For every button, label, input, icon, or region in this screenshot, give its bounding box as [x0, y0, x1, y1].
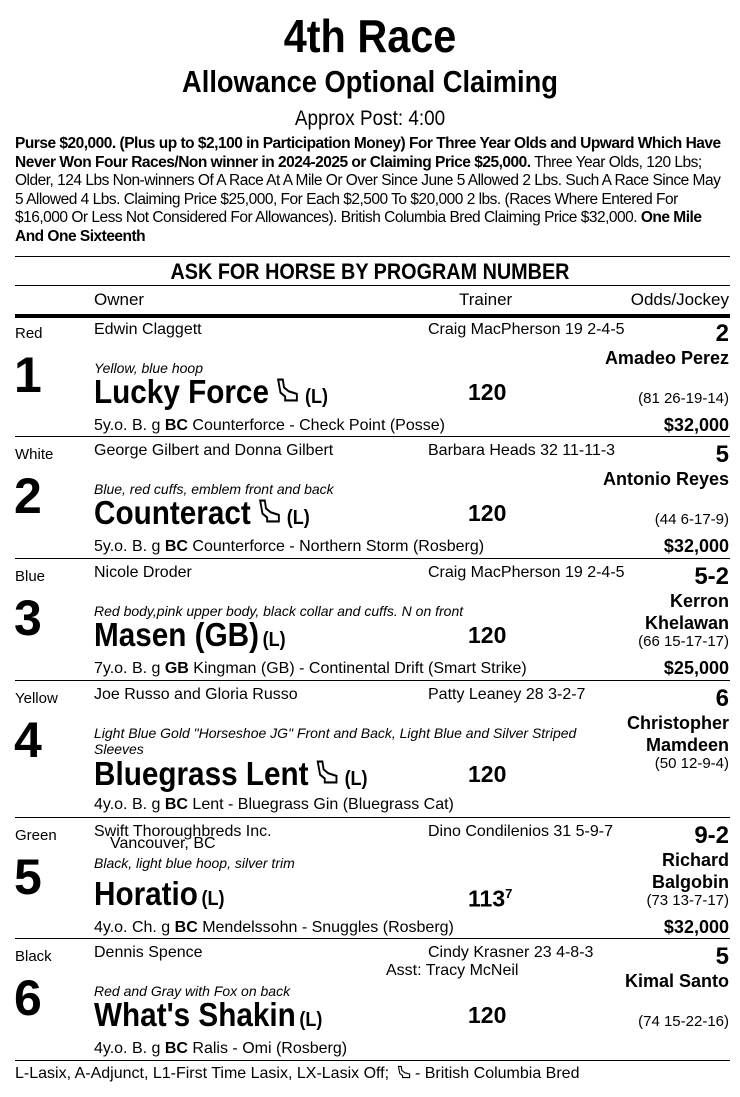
horse-name-line	[94, 755, 368, 798]
age-sex: 4y.o. B. g	[94, 796, 165, 813]
breeding	[94, 537, 484, 556]
horse-name: Horatio	[94, 875, 198, 912]
race-title: 4th Race	[283, 10, 457, 62]
legend-text: L-Lasix, A-Adjunct, L1-First Time Lasix, LX-Lasix Off;	[15, 1065, 390, 1082]
bred-place: BC	[174, 919, 198, 936]
silks-description: Red body,pink upper body, black collar and cuffs. N on front	[94, 603, 464, 619]
saddle-cloth-color: Green	[15, 827, 57, 844]
silks-description: Red and Gray with Fox on back	[94, 983, 291, 999]
owner: Joe Russo and Gloria Russo	[94, 686, 298, 703]
bc-bred-icon	[274, 377, 301, 403]
sire-dam: Counterforce - Check Point (Posse)	[187, 417, 445, 434]
medication: (L)	[262, 629, 286, 651]
entry-divider	[15, 558, 730, 559]
program-number: 6	[14, 970, 42, 1026]
trainer: Cindy Krasner 23 4-8-3	[428, 944, 594, 961]
bred-place: BC	[164, 417, 188, 434]
horse-name: What's Shakin	[94, 996, 296, 1033]
age-sex: 4y.o. Ch. g	[94, 919, 175, 936]
program-number: 4	[14, 712, 42, 768]
column-odds-jockey: Odds/Jockey	[630, 290, 729, 309]
jockey-stats: (44 6-17-9)	[654, 511, 729, 528]
trainer: Barbara Heads 32 11-11-3	[428, 442, 616, 459]
entry-divider	[15, 817, 730, 818]
entry-divider	[15, 680, 730, 681]
morning-line-odds: 5	[715, 943, 729, 970]
claiming-price: $32,000	[663, 917, 729, 937]
saddle-cloth-color: Blue	[15, 568, 46, 585]
age-sex: 5y.o. B. g	[94, 538, 165, 555]
morning-line-odds: 9-2	[694, 822, 729, 849]
weight	[468, 621, 506, 649]
conditions-purse: Purse $20,000. (Plus up to $2,100 in Participation Money) For Three Year Olds and Upward Which Have Never Won Four Races/Non winner in 2024-2025 or Claiming Price $25,000.	[15, 135, 721, 171]
weight-value: 120	[468, 379, 507, 405]
conditions-text: Three Year Olds, 120 Lbs; Older, 124 Lbs Non-winners Of A Race At A Mile Or Over Since June 5 Allowed 2 Lbs. Such A Race Since May 5 Allowed 4 Lbs. Claiming Price $25,000, For Each $2,500 To $20,000 2 lbs. (Races Where Entered For $16,000 Or Less Not Considered For Allowances). British Columbia Bred Claiming Price $32,000.	[15, 153, 721, 226]
saddle-cloth-color: White	[15, 446, 54, 463]
jockey: Richard Balgobin	[652, 850, 729, 892]
jockey: Antonio Reyes	[602, 469, 729, 489]
breeding	[94, 795, 454, 814]
program-number: 3	[14, 590, 42, 646]
horse-name: Bluegrass Lent	[94, 755, 309, 792]
bc-bred-icon	[314, 759, 341, 785]
legend	[15, 1064, 579, 1084]
horse-name: Lucky Force	[94, 373, 269, 410]
program-number: 1	[14, 347, 42, 403]
owner: George Gilbert and Donna Gilbert	[94, 442, 334, 459]
morning-line-odds: 5-2	[694, 563, 729, 590]
race-type: Allowance Optional Claiming	[182, 64, 558, 99]
bred-place: BC	[164, 1040, 188, 1057]
bc-bred-icon	[256, 498, 283, 524]
apprentice-allowance: 7	[505, 886, 513, 901]
assistant-trainer: Asst: Tracy McNeil	[386, 962, 519, 979]
breeding	[94, 416, 445, 435]
saddle-cloth-color: Yellow	[15, 690, 58, 707]
saddle-cloth-color: Red	[15, 325, 43, 342]
column-owner: Owner	[94, 290, 145, 309]
horse-name-line	[94, 494, 310, 537]
jockey: Kimal Santo	[624, 971, 729, 991]
race-conditions	[15, 135, 727, 246]
jockey-stats: (50 12-9-4)	[654, 755, 729, 772]
weight-value: 113	[468, 885, 506, 912]
age-sex: 4y.o. B. g	[94, 1040, 165, 1057]
entry-divider	[15, 436, 730, 437]
breeding	[94, 918, 454, 937]
legend-bc: - British Columbia Bred	[414, 1065, 580, 1082]
weight	[468, 880, 512, 913]
sire-dam: Mendelssohn - Snuggles (Rosberg)	[197, 919, 454, 936]
weight	[468, 378, 506, 406]
sire-dam: Lent - Bluegrass Gin (Bluegrass Cat)	[187, 796, 454, 813]
medication: (L)	[286, 507, 310, 529]
column-trainer: Trainer	[459, 290, 513, 309]
horse-name: Counteract	[94, 494, 251, 531]
silks-description: Light Blue Gold "Horseshoe JG" Front and Back, Light Blue and Silver Striped Sleeves	[94, 725, 577, 757]
morning-line-odds: 2	[715, 320, 729, 347]
sire-dam: Counterforce - Northern Storm (Rosberg)	[187, 538, 485, 555]
owner: Swift Thoroughbreds Inc.	[94, 823, 272, 840]
owner: Edwin Claggett	[94, 321, 202, 338]
weight	[468, 499, 506, 527]
claiming-price: $32,000	[663, 536, 729, 556]
horse-name-line	[94, 616, 286, 659]
header-divider	[15, 314, 730, 318]
medication: (L)	[201, 888, 225, 910]
entry-divider	[15, 938, 730, 939]
program-number: 5	[14, 849, 42, 905]
jockey-stats: (74 15-22-16)	[638, 1013, 729, 1030]
claiming-price: $25,000	[663, 658, 729, 678]
horse-name-line	[94, 996, 322, 1039]
morning-line-odds: 5	[715, 441, 729, 468]
trainer: Dino Condilenios 31 5-9-7	[428, 823, 613, 840]
bred-place: BC	[164, 538, 188, 555]
saddle-cloth-color: Black	[15, 948, 52, 965]
post-time: Approx Post: 4:00	[294, 107, 446, 130]
bred-place: GB	[164, 660, 189, 677]
weight	[468, 760, 506, 788]
medication: (L)	[344, 768, 368, 790]
divider	[15, 285, 730, 286]
program-number: 2	[14, 468, 42, 524]
silks-description: Blue, red cuffs, emblem front and back	[94, 481, 334, 497]
ask-banner: ASK FOR HORSE BY PROGRAM NUMBER	[170, 259, 570, 284]
horse-name-line	[94, 373, 328, 416]
trainer: Craig MacPherson 19 2-4-5	[428, 321, 625, 338]
weight	[468, 1001, 506, 1029]
divider	[15, 256, 730, 257]
jockey: Kerron Khelawan	[644, 591, 729, 633]
jockey: Christopher Mamdeen	[626, 713, 729, 755]
weight-value: 120	[468, 500, 507, 526]
jockey-stats: (66 15-17-17)	[638, 633, 729, 650]
silks-description: Yellow, blue hoop	[94, 360, 203, 376]
bred-place: BC	[164, 796, 188, 813]
trainer: Craig MacPherson 19 2-4-5	[428, 564, 625, 581]
jockey-stats: (81 26-19-14)	[638, 390, 729, 407]
silks-description: Black, light blue hoop, silver trim	[94, 855, 295, 871]
jockey: Amadeo Perez	[604, 348, 729, 368]
owner: Dennis Spence	[94, 944, 203, 961]
medication: (L)	[304, 386, 328, 408]
owner: Nicole Droder	[94, 564, 192, 581]
sire-dam: Ralis - Omi (Rosberg)	[187, 1040, 348, 1057]
sire-dam: Kingman (GB) - Continental Drift (Smart Strike)	[188, 660, 527, 677]
weight-value: 120	[468, 622, 507, 648]
age-sex: 5y.o. B. g	[94, 417, 165, 434]
medication: (L)	[299, 1009, 323, 1031]
breeding	[94, 659, 527, 678]
horse-name-line	[94, 875, 225, 918]
divider	[15, 1060, 730, 1061]
owner-location: Vancouver, BC	[110, 835, 216, 852]
horse-name: Masen (GB)	[94, 616, 260, 653]
breeding	[94, 1039, 347, 1058]
conditions-distance: One Mile And One Sixteenth	[15, 209, 702, 245]
age-sex: 7y.o. B. g	[94, 660, 165, 677]
morning-line-odds: 6	[715, 685, 729, 712]
weight-value: 120	[468, 1002, 507, 1028]
bc-province-icon	[397, 1065, 411, 1079]
trainer: Patty Leaney 28 3-2-7	[428, 686, 586, 703]
claiming-price: $32,000	[663, 415, 729, 435]
weight-value: 120	[468, 761, 507, 787]
jockey-stats: (73 13-7-17)	[646, 892, 729, 909]
